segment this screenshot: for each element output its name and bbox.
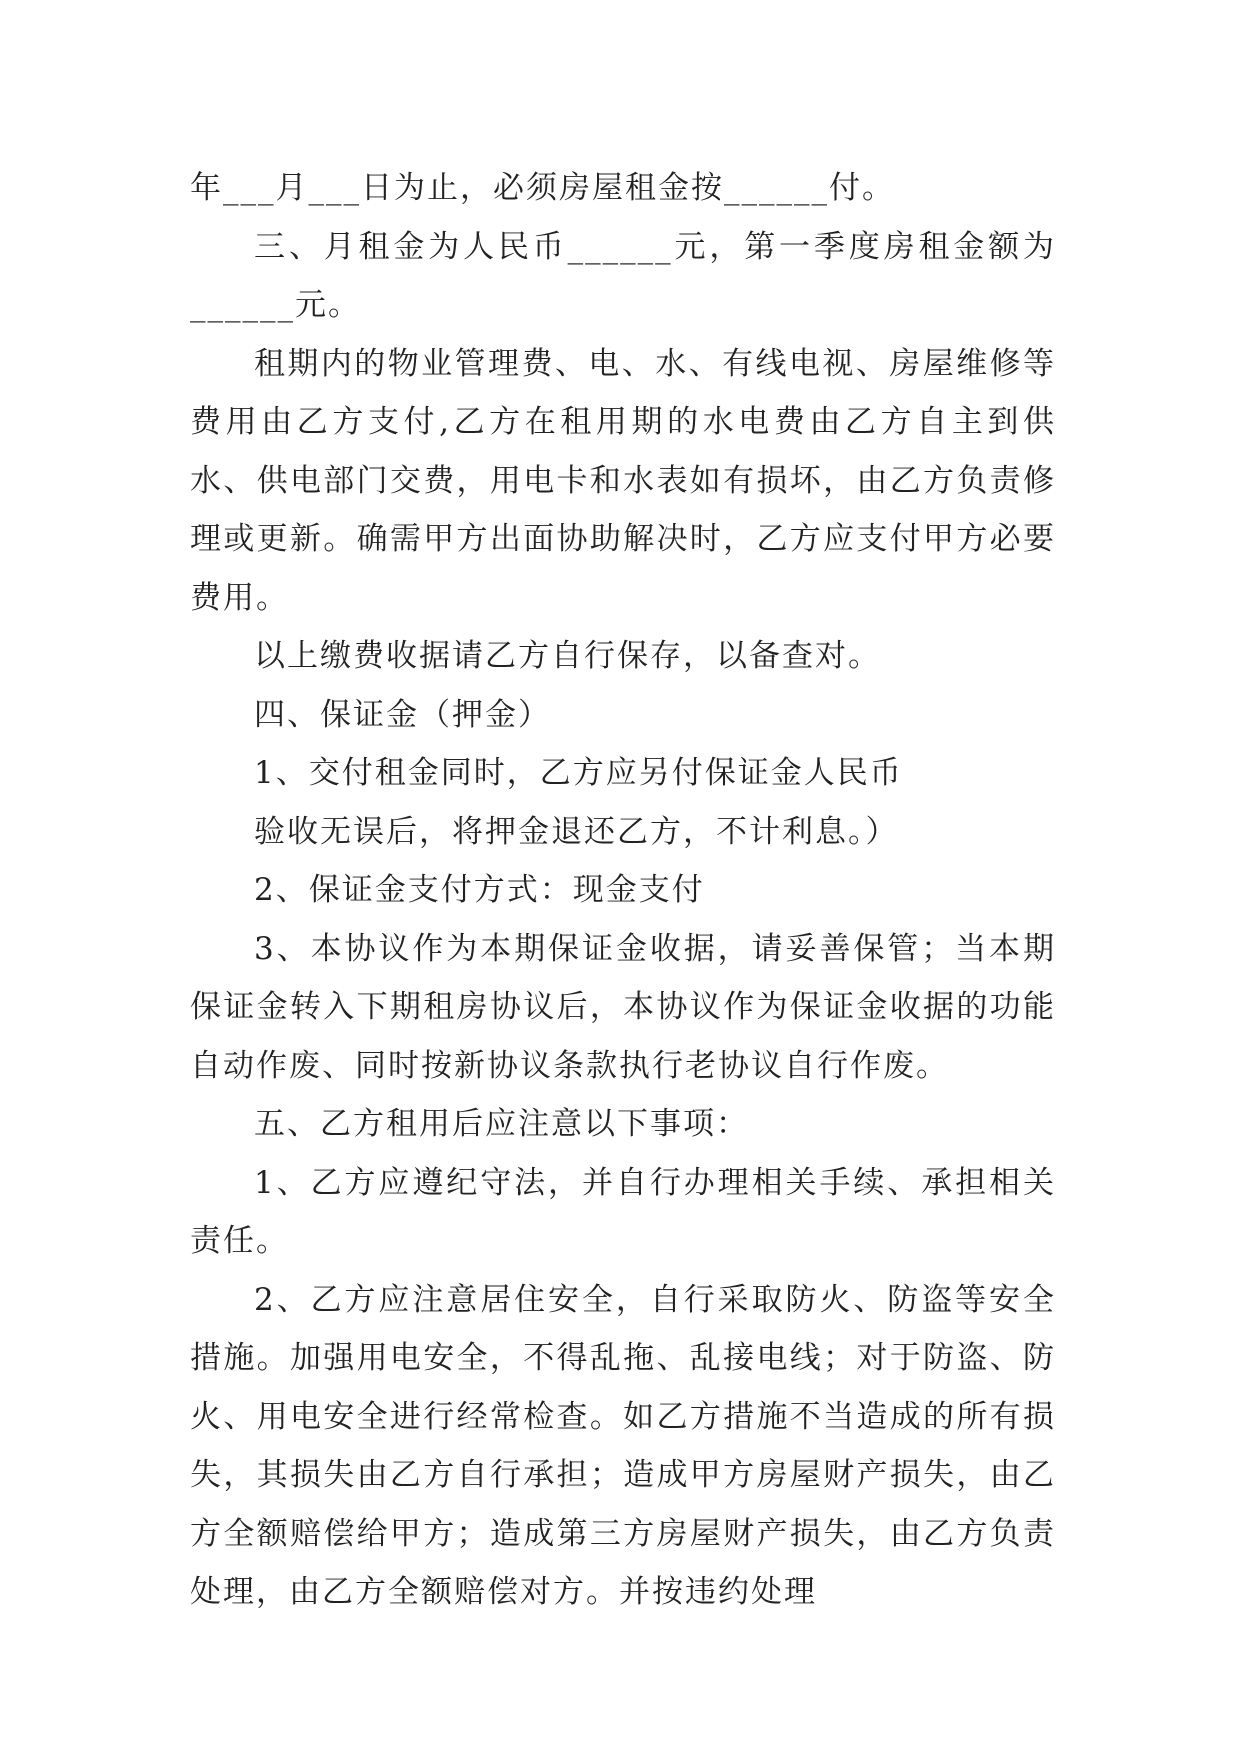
- paragraph-note-2: 2、乙方应注意居住安全，自行采取防火、防盗等安全措施。加强用电安全，不得乱拖、乱接电线；对于防盗、防火、用电安全进行经常检查。如乙方措施不当造成的所有损失，其损失由乙方自行承担；造成甲方房屋财产损失，由乙方全额赔偿给甲方；造成第三方房屋财产损失，由乙方负责处理，由乙方全额赔偿对方。并按违约处理: [190, 1281, 1056, 1610]
- paragraph-receipts: 以上缴费收据请乙方自行保存，以备查对。: [254, 638, 881, 674]
- paragraph-fees: 租期内的物业管理费、电、水、有线电视、房屋维修等费用由乙方支付,乙方在租用期的水电费由乙方自主到供水、供电部门交费，用电卡和水表如有损坏，由乙方负责修理或更新。确需甲方出面协助解决时，乙方应支付甲方必要费用。: [190, 345, 1056, 616]
- paragraph-rent-end-date: 年___月___日为止，必须房屋租金按______付。: [190, 170, 895, 206]
- paragraph-note-1: 1、乙方应遵纪守法，并自行办理相关手续、承担相关责任。: [190, 1164, 1056, 1259]
- heading-tenant-notes: 五、乙方租用后应注意以下事项：: [254, 1106, 749, 1142]
- paragraph-deposit-1: 1、交付租金同时，乙方应另付保证金人民币: [254, 755, 903, 791]
- paragraph-deposit-3: 3、本协议作为本期保证金收据，请妥善保管；当本期保证金转入下期租房协议后，本协议作为保证金收据的功能自动作废、同时按新协议条款执行老协议自行作废。: [190, 930, 1056, 1084]
- heading-deposit: 四、保证金（押金）: [254, 696, 551, 733]
- paragraph-deposit-2: 2、保证金支付方式：现金支付: [254, 872, 705, 908]
- paragraph-deposit-refund: 验收无误后，将押金退还乙方，不计利息。）: [254, 813, 899, 850]
- paragraph-monthly-rent: 三、月租金为人民币______元，第一季度房租金额为______元。: [190, 228, 1056, 323]
- document-body: [190, 159, 1056, 1622]
